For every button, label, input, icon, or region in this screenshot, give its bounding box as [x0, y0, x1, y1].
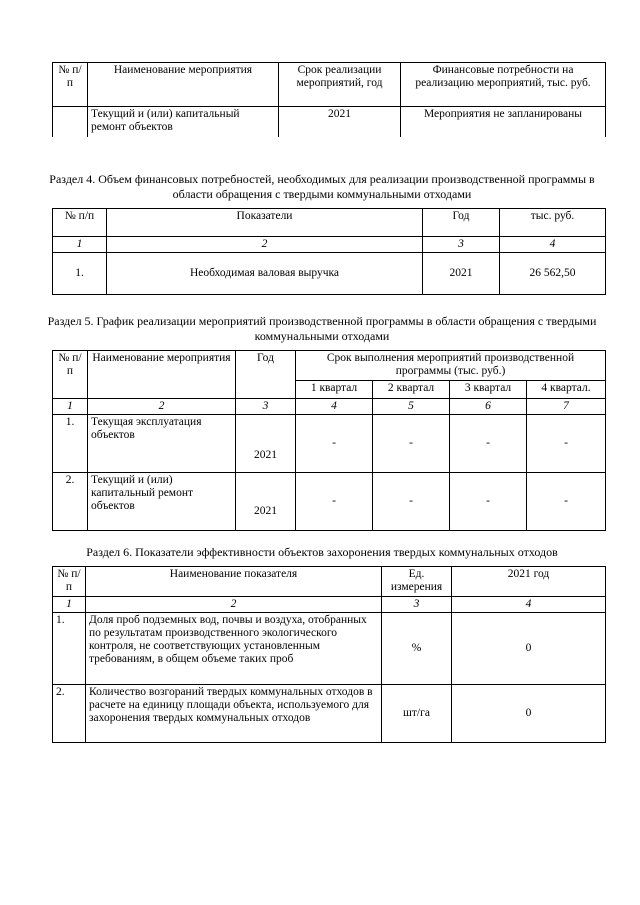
row-name: Текущий и (или) капитальный ремонт объектов — [88, 107, 279, 137]
index-cell: 3 — [382, 597, 452, 613]
table-section6 — [52, 566, 606, 743]
col-header-q1: 1 квартал — [296, 381, 373, 399]
col-header-q2: 2 квартал — [373, 381, 450, 399]
row-num: 2. — [53, 685, 86, 743]
index-cell: 4 — [296, 399, 373, 415]
row-name: Текущий и (или) капитальный ремонт объектов — [88, 473, 236, 531]
row-value: 0 — [452, 613, 606, 685]
col-header-q4: 4 квартал. — [527, 381, 606, 399]
index-cell: 2 — [88, 399, 236, 415]
row-value: Мероприятия не запланированы — [401, 107, 606, 137]
row-q3: - — [450, 415, 527, 473]
row-num: 2. — [53, 473, 88, 531]
col-header-indicator: Наименование показателя — [86, 567, 382, 597]
table-row — [53, 253, 606, 295]
row-value: 26 562,50 — [500, 253, 606, 295]
col-header-num: № п/п — [53, 567, 86, 597]
col-header-value: тыс. руб. — [500, 209, 606, 237]
col-header-year: Год — [423, 209, 500, 237]
index-cell: 4 — [452, 597, 606, 613]
section5-title: Раздел 5. График реализации мероприятий производственной программы в области обращения с твердыми коммунальными отходами — [47, 314, 597, 343]
col-header-year: 2021 год — [452, 567, 606, 597]
row-name: Текущая эксплуатация объектов — [88, 415, 236, 473]
row-year: 2021 — [236, 473, 296, 531]
index-cell: 1 — [53, 237, 107, 253]
row-q1: - — [296, 415, 373, 473]
col-header-num: № п/п — [53, 351, 88, 399]
row-unit: шт/га — [382, 685, 452, 743]
table-row — [53, 685, 606, 743]
row-name: Доля проб подземных вод, почвы и воздуха, отобранных по результатам производственного экологического контроля, не соответствующих установленным требованиям, в общем объеме таких проб — [86, 613, 382, 685]
table-row — [53, 107, 606, 137]
col-header-name: Наименование мероприятия — [88, 63, 279, 107]
index-cell: 3 — [236, 399, 296, 415]
index-cell: 1 — [53, 399, 88, 415]
index-cell: 6 — [450, 399, 527, 415]
col-header-name: Наименование мероприятия — [88, 351, 236, 399]
table-row — [53, 473, 606, 531]
section6-title: Раздел 6. Показатели эффективности объектов захоронения твердых коммунальных отходов — [86, 545, 558, 559]
table-section4 — [52, 208, 606, 295]
row-year: 2021 — [423, 253, 500, 295]
col-header-q3: 3 квартал — [450, 381, 527, 399]
row-value: 0 — [452, 685, 606, 743]
table-row — [53, 415, 606, 473]
row-unit: % — [382, 613, 452, 685]
row-q4: - — [527, 473, 606, 531]
row-name: Необходимая валовая выручка — [107, 253, 423, 295]
index-cell: 1 — [53, 597, 86, 613]
row-year: 2021 — [279, 107, 401, 137]
row-q2: - — [373, 415, 450, 473]
row-q1: - — [296, 473, 373, 531]
row-q4: - — [527, 415, 606, 473]
row-q2: - — [373, 473, 450, 531]
index-cell: 2 — [107, 237, 423, 253]
col-header-term: Срок реализации мероприятий, год — [279, 63, 401, 107]
row-num: 1. — [53, 415, 88, 473]
col-header-num: № п/п — [53, 63, 88, 107]
col-header-num: № п/п — [53, 209, 107, 237]
table-section5 — [52, 350, 606, 531]
col-header-unit: Ед. измерения — [382, 567, 452, 597]
col-header-group: Срок выполнения мероприятий производственной программы (тыс. руб.) — [296, 351, 606, 381]
row-num: 1. — [53, 253, 107, 295]
index-cell: 4 — [500, 237, 606, 253]
row-q3: - — [450, 473, 527, 531]
section4-title: Раздел 4. Объем финансовых потребностей, необходимых для реализации производственной программы в области обращения с твердыми коммунальными отходами — [49, 172, 595, 201]
col-header-indicator: Показатели — [107, 209, 423, 237]
row-num: 1. — [53, 613, 86, 685]
index-cell: 3 — [423, 237, 500, 253]
row-name: Количество возгораний твердых коммунальных отходов в расчете на единицу площади объекта, используемого для захоронения твердых коммунальных отходов — [86, 685, 382, 743]
table-financial-needs — [52, 62, 606, 137]
row-num — [53, 107, 88, 137]
table-row — [53, 613, 606, 685]
index-cell: 2 — [86, 597, 382, 613]
index-cell: 7 — [527, 399, 606, 415]
col-header-year: Год — [236, 351, 296, 399]
row-year: 2021 — [236, 415, 296, 473]
index-cell: 5 — [373, 399, 450, 415]
col-header-finance: Финансовые потребности на реализацию мероприятий, тыс. руб. — [401, 63, 606, 107]
